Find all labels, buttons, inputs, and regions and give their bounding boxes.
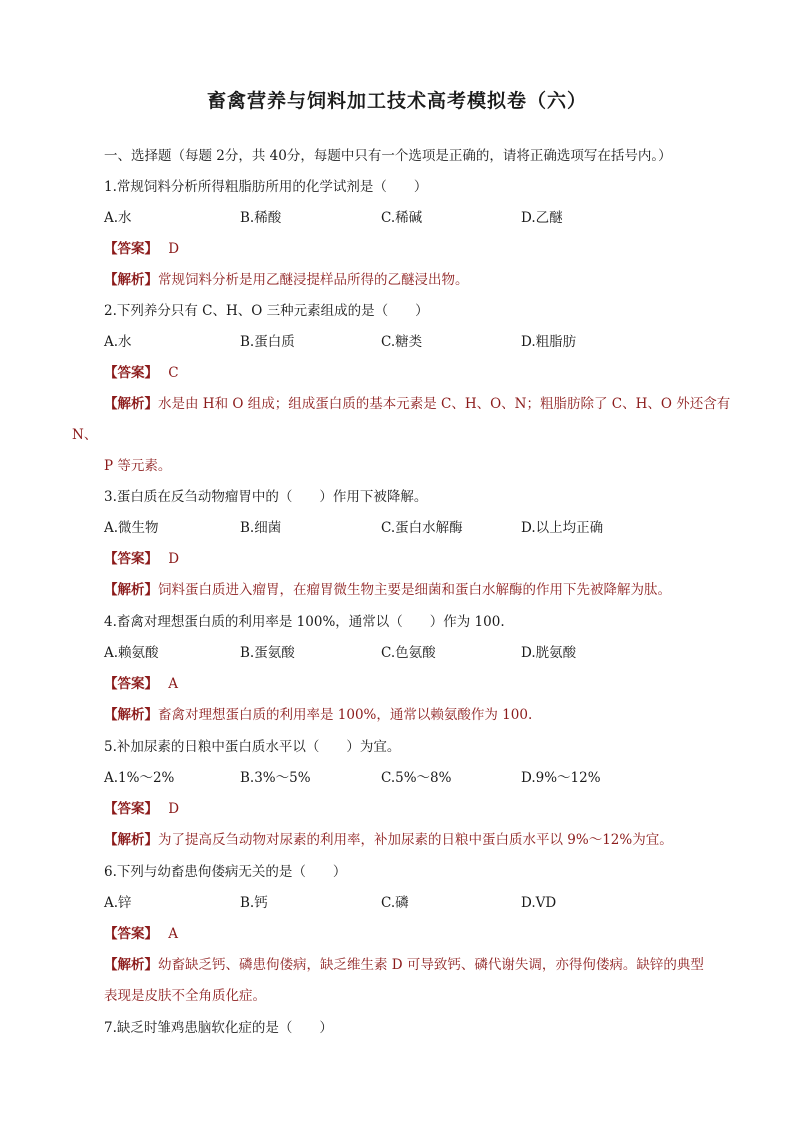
answer-value: D [168, 241, 180, 257]
analysis-text: 幼畜缺乏钙、磷患佝偻病，缺乏维生素 D 可导致钙、磷代谢失调，亦得佝偻病。缺锌的典型 [158, 957, 704, 973]
question-6-stem: 6.下列与幼畜患佝偻病无关的是（ ） [104, 864, 347, 880]
question-4-option-c: C.色氨酸 [381, 645, 436, 661]
answer-value: D [168, 801, 180, 817]
question-1-option-a: A.水 [104, 210, 132, 226]
analysis-label: 【解析】 [104, 582, 158, 598]
question-3-answer [104, 549, 179, 569]
analysis-text: 水是由 H和 O 组成；组成蛋白质的基本元素是 C、H、O、N；粗脂肪除了 C、H、O 外还含有 [158, 396, 731, 412]
answer-label: 【答案】 [104, 676, 158, 692]
question-2-answer [104, 363, 179, 383]
answer-value: D [168, 551, 180, 567]
question-4-stem: 4.畜禽对理想蛋白质的利用率是 100%，通常以（ ）作为 100. [104, 614, 505, 630]
question-7-stem: 7.缺乏时雏鸡患脑软化症的是（ ） [104, 1020, 333, 1036]
question-4-option-a: A.赖氨酸 [104, 645, 159, 661]
question-2-option-c: C.糖类 [381, 334, 423, 350]
question-5-option-c: C.5%～8% [381, 770, 452, 786]
question-5-answer [104, 799, 179, 819]
question-2-analysis-cont-1: N、 [72, 427, 98, 443]
question-4-analysis [104, 705, 532, 725]
analysis-text: 饲料蛋白质进入瘤胃，在瘤胃微生物主要是细菌和蛋白水解酶的作用下先被降解为肽。 [158, 582, 671, 598]
answer-value: A [168, 926, 179, 942]
question-5-option-b: B.3%～5% [240, 770, 311, 786]
analysis-label: 【解析】 [104, 396, 158, 412]
question-5-option-d: D.9%～12% [521, 770, 601, 786]
question-6-analysis [104, 955, 704, 975]
answer-value: A [168, 676, 179, 692]
question-3-stem: 3.蛋白质在反刍动物瘤胃中的（ ）作用下被降解。 [104, 489, 428, 505]
answer-label: 【答案】 [104, 241, 158, 257]
analysis-text: 畜禽对理想蛋白质的利用率是 100%，通常以赖氨酸作为 100. [158, 707, 533, 723]
question-2-stem: 2.下列养分只有 C、H、O 三种元素组成的是（ ） [104, 303, 429, 319]
question-2-option-b: B.蛋白质 [240, 334, 295, 350]
question-2-analysis-cont-2: P 等元素。 [104, 458, 172, 474]
question-1-option-b: B.稀酸 [240, 210, 282, 226]
question-3-option-a: A.微生物 [104, 520, 159, 536]
question-3-option-b: B.细菌 [240, 520, 282, 536]
page-title: 畜禽营养与饲料加工技术高考模拟卷（六） [206, 90, 587, 112]
answer-label: 【答案】 [104, 801, 158, 817]
analysis-text: 为了提高反刍动物对尿素的利用率，补加尿素的日粮中蛋白质水平以 9%～12%为宜。 [158, 832, 673, 848]
answer-value: C [168, 365, 179, 381]
question-6-option-c: C.磷 [381, 895, 409, 911]
analysis-label: 【解析】 [104, 832, 158, 848]
question-3-option-c: C.蛋白水解酶 [381, 520, 463, 536]
question-1-option-c: C.稀碱 [381, 210, 423, 226]
question-1-analysis [104, 270, 469, 290]
answer-label: 【答案】 [104, 551, 158, 567]
question-3-option-d: D.以上均正确 [521, 520, 604, 536]
question-6-answer [104, 924, 178, 944]
answer-label: 【答案】 [104, 365, 158, 381]
question-1-stem: 1.常规饲料分析所得粗脂肪所用的化学试剂是（ ） [104, 179, 428, 195]
question-2-option-d: D.粗脂肪 [521, 334, 577, 350]
question-6-option-a: A.锌 [104, 895, 132, 911]
section-header: 一、选择题（每题 2分，共 40分，每题中只有一个选项是正确的，请将正确选项写在括号内。） [104, 148, 672, 164]
question-4-option-b: B.蛋氨酸 [240, 645, 295, 661]
question-5-stem: 5.补加尿素的日粮中蛋白质水平以（ ）为宜。 [104, 739, 401, 755]
question-6-option-b: B.钙 [240, 895, 268, 911]
question-2-option-a: A.水 [104, 334, 132, 350]
answer-label: 【答案】 [104, 926, 158, 942]
analysis-text: 常规饲料分析是用乙醚浸提样品所得的乙醚浸出物。 [158, 272, 469, 288]
analysis-label: 【解析】 [104, 272, 158, 288]
question-4-option-d: D.胱氨酸 [521, 645, 577, 661]
question-5-analysis [104, 830, 673, 850]
question-1-answer [104, 239, 179, 259]
question-6-analysis-cont-1: 表现是皮肤不全角质化症。 [104, 988, 266, 1004]
question-4-answer [104, 674, 178, 694]
analysis-label: 【解析】 [104, 957, 158, 973]
question-3-analysis [104, 580, 671, 600]
question-2-analysis [104, 394, 730, 414]
question-1-option-d: D.乙醚 [521, 210, 563, 226]
question-6-option-d: D.VD [521, 895, 557, 911]
question-5-option-a: A.1%～2% [104, 770, 175, 786]
analysis-label: 【解析】 [104, 707, 158, 723]
